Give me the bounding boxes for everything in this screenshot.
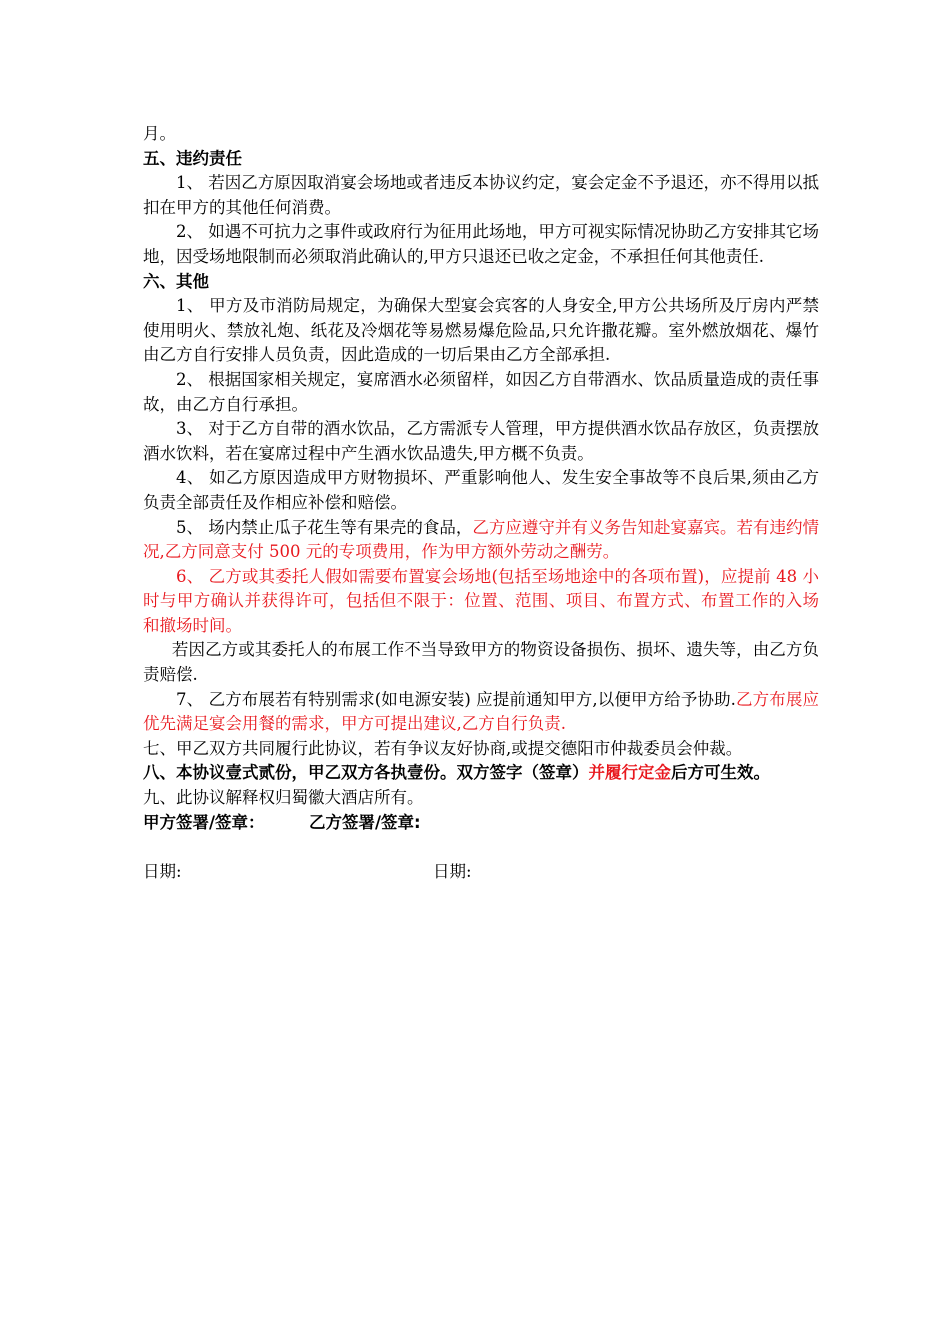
continuation-text: 月。	[143, 124, 176, 143]
party-a-signature-label: 甲方签署/签章：	[143, 812, 265, 832]
section-7-text: 七、甲乙双方共同履行此协议，若有争议友好协商,或提交德阳市仲裁委员会仲裁。	[143, 738, 743, 758]
section-6-item-1: 1、 甲方及市消防局规定，为确保大型宴会宾客的人身安全,甲方公共场所及厅房内严禁使用明火、禁放礼炮、纸花及冷烟花等易燃易爆危险品,只允许撒花瓣。室外燃放烟花、爆竹由乙方自行安排人员负责，因此造成的一切后果由乙方全部承担.	[143, 296, 819, 365]
section-6-item-6-continuation: 若因乙方或其委托人的布展工作不当导致甲方的物资设备损伤、损坏、遗失等，由乙方负责赔偿.	[143, 640, 819, 685]
agreement-body	[143, 122, 819, 884]
section-6-item-2: 2、 根据国家相关规定，宴席酒水必须留样，如因乙方自带酒水、饮品质量造成的责任事故，由乙方自行承担。	[143, 369, 819, 414]
party-b-signature-label: 乙方签署/签章:	[309, 812, 421, 832]
section-8-text	[143, 761, 819, 786]
section-6-item-7-highlight: 乙方布展应优先满足宴会用餐的需求，甲方可提出建议,乙方自行负责.	[143, 689, 820, 734]
signature-block	[143, 811, 819, 836]
section-5-item-2: 2、 如遇不可抗力之事件或政府行为征用此场地，甲方可视实际情况协助乙方安排其它场地，因受场地限制而必须取消此确认的,甲方只退还已收之定金，不承担任何其他责任.	[143, 222, 819, 266]
section-6-item-7	[143, 688, 819, 737]
section-8-part-1: 八、本协议壹式贰份，甲乙双方各执壹份。双方签字（签章）	[143, 763, 589, 783]
party-b-date-label: 日期:	[433, 861, 472, 881]
section-6-title: 六、其他	[143, 271, 209, 291]
section-6-item-5-text: 5、 场内禁止瓜子花生等有果壳的食品，	[176, 517, 473, 537]
signature-spacer	[143, 835, 819, 860]
section-6-item-3: 3、 对于乙方自带的酒水饮品，乙方需派专人管理，甲方提供酒水饮品存放区，负责摆放酒水饮料，若在宴席过程中产生酒水饮品遗失,甲方概不负责。	[143, 419, 819, 463]
section-6-item-7-text: 7、 乙方布展若有特别需求(如电源安装) 应提前通知甲方,以便甲方给予协助.	[176, 689, 736, 709]
section-6-item-6: 6、 乙方或其委托人假如需要布置宴会场地(包括至场地途中的各项布置)，应提前 48 小时与甲方确认并获得许可，包括但不限于：位置、范围、项目、布置方式、布置工作的入场和撤场时间。	[143, 566, 819, 635]
section-6-item-5-highlight: 乙方应遵守并有义务告知赴宴嘉宾。若有违约情况,乙方同意支付 500 元的专项费用，作为甲方额外劳动之酬劳。	[143, 517, 820, 562]
section-5-item-1: 1、 若因乙方原因取消宴会场地或者违反本协议约定，宴会定金不予退还，亦不得用以抵扣在甲方的其他任何消费。	[143, 173, 819, 217]
party-a-date-label: 日期:	[143, 861, 182, 881]
date-block	[143, 860, 819, 885]
section-8-highlight: 并履行定金	[588, 763, 671, 783]
section-6-item-4: 4、 如乙方原因造成甲方财物损坏、严重影响他人、发生安全事故等不良后果,须由乙方负责全部责任及作相应补偿和赔偿。	[143, 468, 819, 512]
section-5-title: 五、违约责任	[143, 148, 242, 168]
section-9-text: 九、此协议解释权归蜀徽大酒店所有。	[143, 788, 424, 808]
section-8-part-3: 后方可生效。	[671, 763, 770, 783]
section-6-item-5	[143, 516, 819, 565]
